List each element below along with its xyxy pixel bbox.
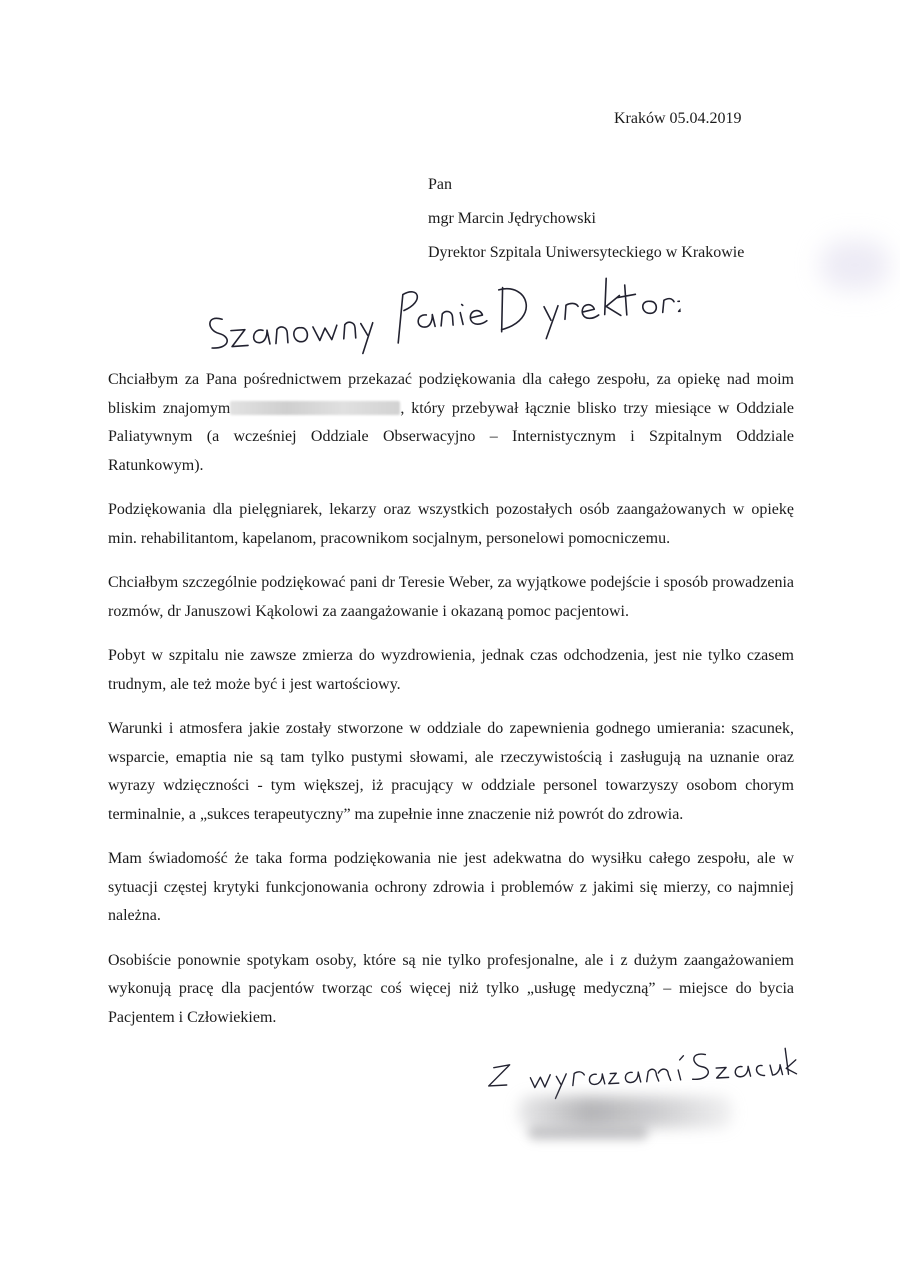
paragraph-3: Chciałbym szczególnie podziękować pani dr Teresie Weber, za wyjątkowe podejście i sposób prowadzenia rozmów, dr Januszowi Kąkolowi za zaangażowanie i okazaną pomoc pacjentowi. (108, 574, 794, 620)
handwritten-salutation (198, 253, 682, 366)
paragraph-2: Podziękowania dla pielęgniarek, lekarzy oraz wszystkich pozostałych osób zaangażowanych w opiekę min. rehabilitantom, kapelanom, pracownikom socjalnym, personelowi pomocniczemu. (108, 501, 794, 547)
addressee-name: mgr Marcin Jędrychowski (428, 210, 596, 227)
addressee-title: Pan (428, 176, 452, 193)
signature-blur-secondary (528, 1126, 648, 1140)
paragraph-6: Mam świadomość że taka forma podziękowania nie jest adekwatna do wysiłku całego zespołu, ale w sytuacji częstej krytyki funkcjonowania ochrony zdrowia i problemów z jakimi się mierzy, co najmniej należna. (108, 850, 794, 924)
paragraph-4: Pobyt w szpitalu nie zawsze zmierza do wyzdrowienia, jednak czas odchodzenia, jest nie tylko czasem trudnym, ale też może być i jest wartościowy. (108, 647, 794, 693)
paragraph-1 (108, 366, 794, 480)
redacted-name (230, 401, 400, 415)
letter-date: Kraków 05.04.2019 (614, 110, 742, 127)
signature-blur-main (518, 1096, 733, 1128)
page-smudge (820, 240, 890, 290)
addressee-position: Dyrektor Szpitala Uniwersyteckiego w Krakowie (428, 244, 745, 261)
paragraph-1-start: Chciałbym za Pana pośrednictwem przekazać podziękowania dla całego zespołu, za opiekę nad moim bliskim znajomym (108, 371, 794, 417)
paragraph-7: Osobiście ponownie spotykam osoby, które są nie tylko profesjonalne, ale i z dużym zaangażowaniem wykonują pracę dla pacjentów tworząc coś więcej niż tylko „usługę medyczną” – miejsce do bycia Pacjentem i Człowiekiem. (108, 951, 794, 1026)
paragraph-1-end: , który przebywał łącznie blisko trzy miesiące w Oddziale Paliatywnym (a wcześniej Oddziale Obserwacyjno – Internistycznym i Szpitalnym Oddziale Ratunkowym). (108, 399, 795, 474)
paragraph-5: Warunki i atmosfera jakie zostały stworzone w oddziale do zapewnienia godnego umierania: szacunek, wsparcie, emaptia nie są tam tylko pustymi słowami, ale rzeczywistością i zasługują na uznanie oraz wyrazy wdzięczności - tym większej, iż pracujący w oddziale personel towarzyszy osobom chorym terminalnie, a „sukces terapeutyczny” ma zupełnie inne znaczenie niż powrót do zdrowia. (108, 720, 794, 823)
letter-body (108, 366, 794, 1048)
salutation-handwriting-drawing (198, 253, 682, 366)
blurred-signature (488, 1088, 738, 1150)
